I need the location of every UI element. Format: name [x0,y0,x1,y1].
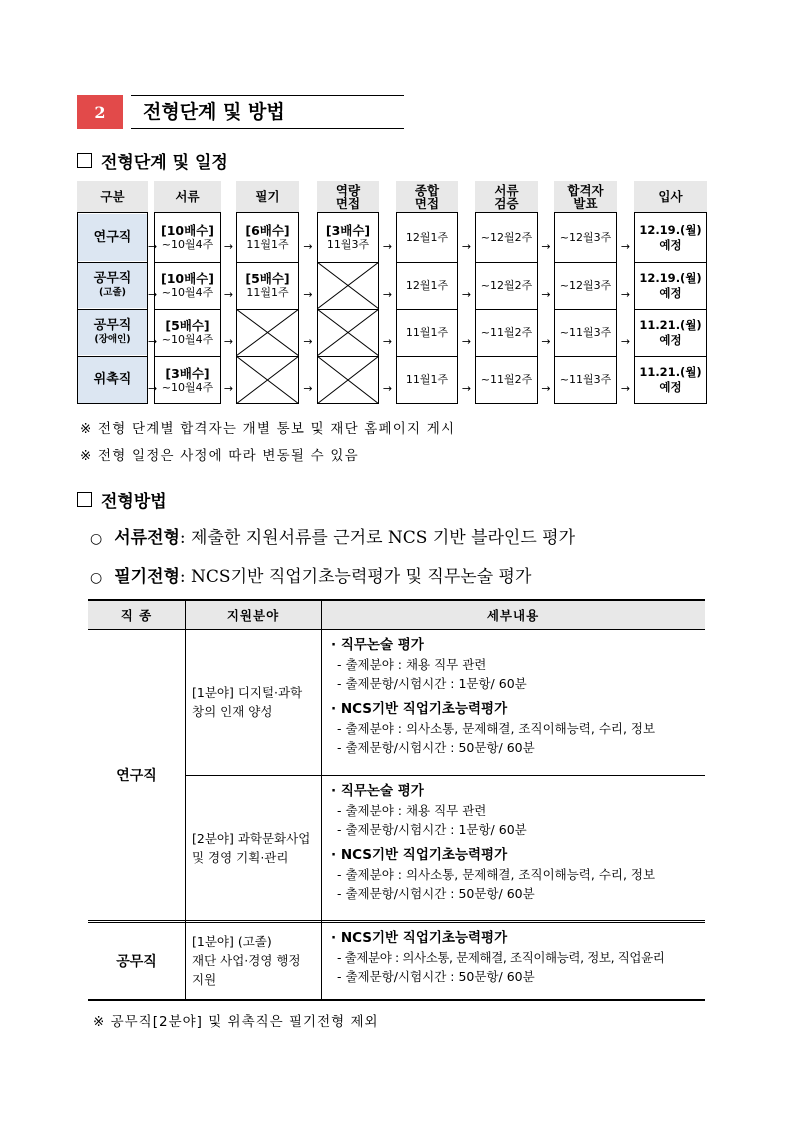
section-number: 2 [77,95,123,129]
arrow-right-icon: → [461,382,472,395]
detail-line: - 출제문항/시험시간 : 50문항/ 60분 [337,740,535,755]
cell-secondary: ~12월2주 [480,278,533,292]
row-label-sub: (고졸) [98,286,127,298]
stage-header: 서류 [154,181,221,213]
arrow-right-icon: → [620,239,631,253]
stage-header: 종합 면접 [396,181,458,213]
detail-block-title: · 직무논술 평가 [331,783,424,799]
arrow-right-icon: → [148,334,158,348]
arrow-right-icon: → [620,334,631,348]
detail-line: - 출제분야 : 채용 직무 관련 [337,657,487,672]
cell-secondary: ~11월2주 [480,373,533,386]
row-label-text: 공무직 [93,270,132,286]
detail-line: - 출제분야 : 의사소통, 문제해결, 조직이해능력, 수리, 정보 [337,721,656,736]
detail-line: - 출제문항/시험시간 : 1문항/ 60분 [337,822,527,837]
circle-bullet-icon: ○ [90,531,103,547]
detail-line: - 출제분야 : 의사소통, 문제해결, 조직이해능력, 수리, 정보 [337,867,656,882]
arrow-right-icon: → [620,382,631,395]
cell-primary: [10배수] [161,271,214,286]
arrow-right-icon: → [223,239,234,253]
schedule-heading-text: 전형단계 및 일정 [101,153,228,173]
header-category: 직 종 [88,601,185,629]
arrow-right-icon: → [303,382,313,395]
cell-secondary: 12월1주 [405,230,449,244]
schedule-note-2: ※ 전형 일정은 사정에 따라 변동될 수 있음 [80,448,359,464]
detail-research-2 [331,781,655,903]
arrow-right-icon: → [303,287,313,301]
arrow-right-icon: → [541,382,551,395]
arrow-right-icon: → [461,287,472,301]
arrow-right-icon: → [148,382,158,395]
row-label-text: 위촉직 [93,372,132,387]
cell-primary: [3배수] [165,365,210,381]
cell-secondary: 11월1주 [246,286,289,299]
row-rule-2a [88,920,705,921]
stage-header: 역량 면접 [317,181,379,213]
cell-secondary: 11월3주 [326,238,370,251]
bullet-label: 서류전형 [114,528,180,548]
arrow-right-icon: → [223,382,234,395]
cell-primary: 11.21.(월) [639,365,702,379]
arrow-right-icon: → [541,334,551,348]
method-heading-text: 전형방법 [101,492,167,512]
field-public-1: [1분야] (고졸) 재단 사업·경영 행정 지원 [192,934,301,987]
cell-secondary: ~12월2주 [480,230,533,244]
detail-research-1 [331,635,655,757]
cell-primary: 12.19.(월) [639,222,702,237]
section-title: 전형단계 및 방법 [143,101,285,123]
arrow-right-icon: → [461,239,472,253]
table-bottom-rule [88,999,705,1001]
detail-line: - 출제분야 : 의사소통, 문제해결, 조직이해능력, 정보, 직업윤리 [337,950,665,965]
row-label-sub: (장애인) [94,333,131,345]
cell-primary: [5배수] [165,318,210,333]
stage-header: 합격자 발표 [554,181,617,213]
arrow-right-icon: → [461,334,472,348]
arrow-right-icon: → [223,287,234,301]
arrow-right-icon: → [303,334,313,348]
category-public: 공무직 [116,954,157,970]
field-research-2: [2분야] 과학문화사업 및 경영 기획·관리 [192,831,311,865]
stage-header: 서류 검증 [475,181,538,213]
cell-secondary: ~10월4주 [161,333,214,346]
arrow-right-icon: → [382,334,393,348]
cell-secondary: ~10월4주 [161,238,214,251]
category-research: 연구직 [116,768,157,784]
stage-header: 입사 [634,181,707,213]
bullet-label: 필기전형 [114,567,180,587]
detail-line: - 출제분야 : 채용 직무 관련 [337,803,487,818]
cell-primary: [10배수] [161,223,214,238]
detail-block-title: · 직무논술 평가 [331,637,424,653]
detail-block-title: · NCS기반 직업기초능력평가 [331,930,508,946]
detail-block-title: · NCS기반 직업기초능력평가 [331,847,508,863]
cell-secondary: ~12월3주 [559,230,612,244]
row-label-text: 공무직 [93,317,132,333]
detail-block-title: · NCS기반 직업기초능력평가 [331,701,508,717]
bullet-text: : NCS기반 직업기초능력평가 및 직무논술 평가 [179,567,532,587]
stage-header: 구분 [77,181,148,213]
stage-header: 필기 [236,181,299,213]
cell-secondary: ~11월2주 [480,325,533,339]
cell-secondary: 예정 [659,380,682,394]
row-rule-1 [185,775,705,776]
cell-primary: 11.21.(월) [639,317,702,332]
detail-public-1 [331,928,664,986]
detail-line: - 출제문항/시험시간 : 50문항/ 60분 [337,886,535,901]
header-field: 지원분야 [185,601,321,629]
cell-secondary: 12월1주 [405,278,449,292]
cell-secondary: ~11월3주 [559,325,612,339]
header-detail: 세부내용 [321,601,705,629]
bullet-text: : 제출한 지원서류를 근거로 NCS 기반 블라인드 평가 [179,528,576,548]
col-rule-2 [321,601,322,999]
arrow-right-icon: → [541,287,551,301]
cell-primary: [5배수] [245,271,290,286]
arrow-right-icon: → [620,287,631,301]
cell-secondary: 11월1주 [246,238,289,251]
arrow-right-icon: → [541,239,551,253]
arrow-right-icon: → [303,239,313,253]
schedule-note-1: ※ 전형 단계별 합격자는 개별 통보 및 재단 홈페이지 게시 [80,421,456,437]
cell-secondary: 예정 [659,332,682,347]
cell-primary: [6배수] [245,223,290,238]
arrow-right-icon: → [382,287,393,301]
cell-secondary: 11월1주 [405,325,449,339]
cell-secondary: ~10월4주 [161,286,214,299]
cell-primary: [3배수] [325,223,371,238]
col-rule-1 [185,601,186,999]
arrow-right-icon: → [382,382,393,395]
cell-secondary: ~12월3주 [559,278,612,292]
cell-secondary: ~10월4주 [161,380,214,394]
arrow-right-icon: → [223,334,234,348]
arrow-right-icon: → [148,239,158,253]
cell-primary: 12.19.(월) [639,270,702,285]
arrow-right-icon: → [382,239,393,253]
cell-secondary: 예정 [659,285,682,300]
cell-secondary: 11월1주 [405,373,449,386]
detail-line: - 출제문항/시험시간 : 50문항/ 60분 [337,969,535,984]
cell-secondary: ~11월3주 [559,373,612,386]
arrow-right-icon: → [148,287,158,301]
row-label-text: 연구직 [93,229,132,245]
field-research-1: [1분야] 디지털·과학 창의 인재 양성 [192,685,303,719]
cell-secondary: 예정 [659,237,682,252]
circle-bullet-icon: ○ [90,570,103,586]
detail-line: - 출제문항/시험시간 : 1문항/ 60분 [337,676,527,691]
details-footnote: ※ 공무직[2분야] 및 위촉직은 필기전형 제외 [93,1014,379,1030]
